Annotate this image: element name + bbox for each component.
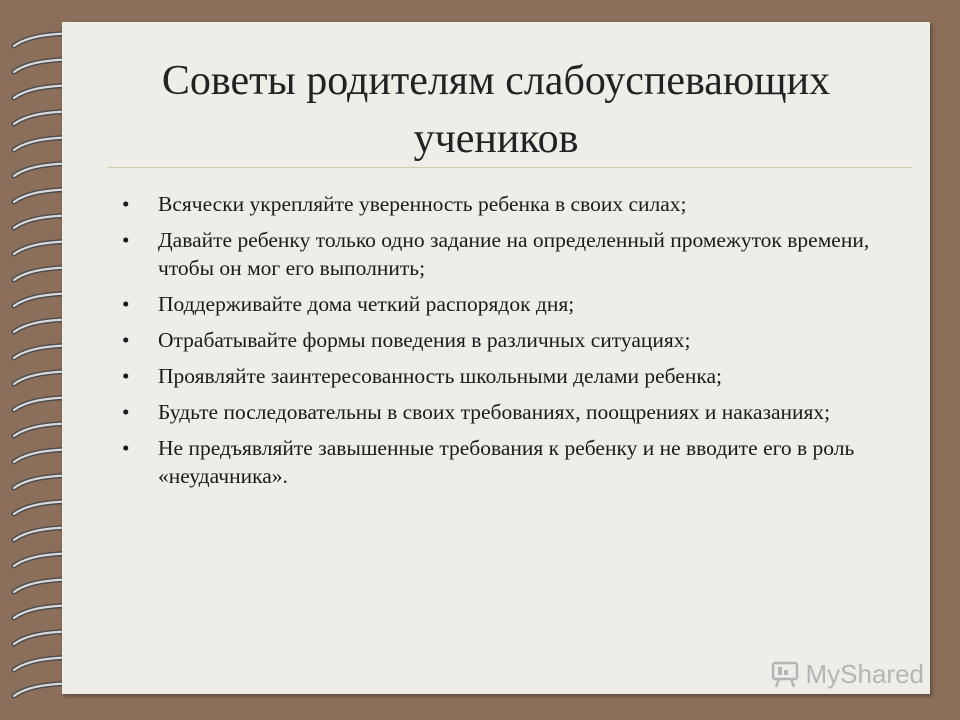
watermark-text: MyShared — [805, 659, 924, 689]
list-item — [122, 398, 882, 426]
bullet-icon: • — [122, 192, 130, 216]
slide-title-line-1: Советы родителям слабоуспевающих — [161, 58, 831, 104]
title-divider — [108, 167, 913, 168]
list-item-text: Отрабатывайте формы поведения в различных ситуациях; — [158, 328, 691, 352]
slide-title-line-2: учеников — [413, 116, 579, 162]
bullet-icon: • — [122, 400, 130, 424]
watermark — [770, 659, 925, 690]
list-item — [122, 290, 882, 318]
list-item — [122, 362, 882, 390]
list-item — [122, 326, 882, 354]
slide-title — [62, 52, 930, 168]
list-item — [122, 226, 882, 282]
bullet-icon: • — [122, 292, 130, 316]
presentation-board-icon — [770, 661, 800, 689]
list-item-text: Поддерживайте дома четкий распорядок дня; — [158, 292, 575, 316]
advice-list — [122, 190, 882, 498]
bullet-icon: • — [122, 364, 130, 388]
list-item — [122, 434, 882, 490]
bullet-icon: • — [122, 328, 130, 352]
list-item-text: Всячески укрепляйте уверенность ребенка в своих силах; — [158, 192, 687, 216]
list-item-text: Давайте ребенку только одно задание на определенный промежуток времени, чтобы он мог его выполнить; — [158, 228, 870, 280]
list-item-text: Проявляйте заинтересованность школьными делами ребенка; — [158, 364, 722, 388]
list-item-text: Будьте последовательны в своих требованиях, поощрениях и наказаниях; — [158, 400, 831, 424]
list-item — [122, 190, 882, 218]
bullet-icon: • — [122, 436, 130, 460]
list-item-text: Не предъявляйте завышенные требования к ребенку и не вводите его в роль «неудачника». — [158, 436, 855, 488]
bullet-icon: • — [122, 228, 130, 252]
